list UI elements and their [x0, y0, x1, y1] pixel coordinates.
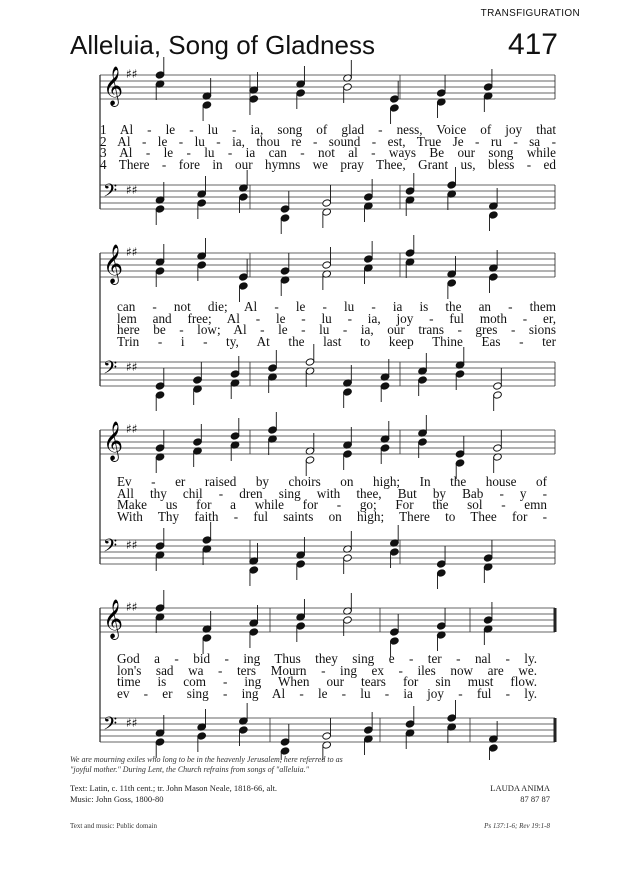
lyrics-system-3: [117, 476, 547, 522]
hymn-number: 417: [507, 28, 558, 61]
notehead: [447, 714, 457, 722]
notehead: [343, 554, 353, 562]
notehead: [343, 83, 353, 91]
section-heading: TRANSFIGURATION: [480, 8, 580, 19]
notehead: [155, 71, 165, 79]
notehead: [155, 391, 165, 399]
notehead: [390, 628, 400, 636]
notehead: [305, 358, 315, 366]
lyric-line: God a - bid - ing Thus they sing e - ter - nal - ly.: [117, 651, 537, 666]
tune-name: LAUDA ANIMA: [490, 783, 550, 793]
notehead: [296, 560, 306, 568]
music-credit: Music: John Goss, 1800-80: [70, 794, 164, 804]
notehead: [155, 542, 165, 550]
scripture-reference: Ps 137:1-6; Rev 19:1-8: [484, 822, 550, 830]
notehead: [455, 450, 465, 458]
lyrics-system-4: [117, 653, 537, 699]
notehead: [155, 382, 165, 390]
copyright-notice: Text and music: Public domain: [70, 822, 157, 830]
lyric-line: Trin - i - ty, At the last to keep Thine Eas - ter: [117, 333, 556, 349]
notehead: [230, 370, 240, 378]
lyric-line: Ev - er raised by choirs on high; In the house of: [117, 474, 547, 489]
notehead: [280, 214, 290, 222]
notehead: [202, 101, 212, 109]
notehead: [390, 95, 400, 103]
key-signature: ♯♯: [126, 422, 138, 436]
notehead: [296, 622, 306, 630]
lyrics-system-1: [100, 124, 556, 170]
bass-clef: 𝄢: [103, 536, 118, 561]
notehead: [280, 738, 290, 746]
footnote-line: We are mourning exiles who long to be in the heavenly Jerusalem, here referred to as: [70, 755, 343, 764]
lyric-line: ev - er sing - ing Al - le - lu - ia joy - ful - ly.: [117, 685, 537, 701]
notehead: [390, 637, 400, 645]
notehead: [493, 382, 503, 390]
lyric-line: here be - low; Al - le - lu - ia, our trans - gres - sions: [117, 322, 556, 337]
notehead: [483, 83, 493, 91]
credits: [70, 783, 277, 805]
tune-meter: 87 87 87: [520, 794, 550, 804]
lyric-line: can - not die; Al - le - lu - ia is the an - them: [117, 299, 556, 314]
notehead: [343, 450, 353, 458]
notehead: [489, 744, 499, 752]
notehead: [322, 199, 332, 207]
lyric-line: time is com - ing When our tears for sin must flow.: [117, 674, 537, 689]
notehead: [455, 370, 465, 378]
bass-clef: 𝄢: [103, 358, 118, 383]
notehead: [380, 444, 390, 452]
notehead: [239, 273, 249, 281]
notehead: [197, 199, 207, 207]
lyric-line: 2 Al - le - lu - ia, thou re - sound - est, True Je - ru - sa -: [100, 133, 556, 149]
notehead: [483, 554, 493, 562]
notehead: [493, 391, 503, 399]
treble-clef: 𝄞: [103, 66, 124, 106]
notehead: [447, 279, 457, 287]
notehead: [390, 104, 400, 112]
bass-clef: 𝄢: [103, 181, 118, 206]
notehead: [418, 376, 428, 384]
notehead: [193, 376, 203, 384]
lyric-line: Make us for a while for - go; For the sol - emn: [117, 497, 547, 512]
lyric-line: lem and free; Al - le - lu - ia, joy - ful moth - er,: [117, 310, 556, 326]
notehead: [296, 89, 306, 97]
notehead: [239, 726, 249, 734]
key-signature: ♯♯: [126, 183, 138, 197]
notehead: [436, 569, 446, 577]
notehead: [155, 444, 165, 452]
notehead: [364, 193, 374, 201]
hymn-title: Alleluia, Song of Gladness: [70, 30, 375, 60]
key-signature: ♯♯: [126, 245, 138, 259]
notehead: [364, 255, 374, 263]
notehead: [305, 456, 315, 464]
footnote-line: "joyful mother." During Lent, the Church refrains from songs of "alleluia.": [70, 765, 309, 774]
notehead: [268, 364, 278, 372]
treble-clef: 𝄞: [103, 421, 124, 461]
notehead: [489, 211, 499, 219]
lyric-line: lon's sad wa - ters Mourn - ing ex - iles now are we.: [117, 662, 537, 678]
notehead: [249, 628, 259, 636]
notehead: [343, 616, 353, 624]
notehead: [239, 282, 249, 290]
notehead: [343, 388, 353, 396]
notehead: [197, 732, 207, 740]
notehead: [280, 747, 290, 755]
tune-info: [490, 783, 550, 805]
notehead: [155, 738, 165, 746]
lyric-line: With Thy faith - ful saints on high; There to Thee for -: [117, 508, 547, 524]
notehead: [364, 726, 374, 734]
notehead: [455, 459, 465, 467]
notehead: [155, 267, 165, 275]
notehead: [268, 426, 278, 434]
notehead: [489, 273, 499, 281]
footnote: [70, 755, 343, 775]
notehead: [436, 622, 446, 630]
treble-clef: 𝄞: [103, 599, 124, 639]
notehead: [418, 438, 428, 446]
notehead: [239, 193, 249, 201]
lyric-line: All thy chil - dren sing with thee, But by Bab - y -: [117, 485, 547, 501]
key-signature: ♯♯: [126, 360, 138, 374]
notehead: [493, 444, 503, 452]
notehead: [390, 548, 400, 556]
key-signature: ♯♯: [126, 600, 138, 614]
notehead: [436, 560, 446, 568]
notehead: [249, 95, 259, 103]
notehead: [380, 382, 390, 390]
notehead: [405, 249, 415, 257]
notehead: [193, 438, 203, 446]
notehead: [483, 616, 493, 624]
notehead: [405, 720, 415, 728]
treble-clef: 𝄞: [103, 244, 124, 284]
lyric-line: 1 Al - le - lu - ia, song of glad - ness, Voice of joy that: [100, 122, 556, 137]
notehead: [280, 267, 290, 275]
notehead: [322, 261, 332, 269]
bass-clef: 𝄢: [103, 714, 118, 739]
key-signature: ♯♯: [126, 67, 138, 81]
notehead: [197, 261, 207, 269]
notehead: [202, 634, 212, 642]
notehead: [202, 536, 212, 544]
lyrics-system-2: [117, 301, 556, 347]
lyric-line: 4 There - fore in our hymns we pray Thee, Grant us, bless - ed: [100, 156, 556, 172]
text-credit: Text: Latin, c. 11th cent.; tr. John Mason Neale, 1818-66, alt.: [70, 783, 278, 793]
notehead: [249, 566, 259, 574]
key-signature: ♯♯: [126, 538, 138, 552]
notehead: [405, 187, 415, 195]
notehead: [436, 89, 446, 97]
notehead: [447, 181, 457, 189]
notehead: [155, 205, 165, 213]
lyric-line: 3 Al - le - lu - ia can - not al - ways Be our song while: [100, 145, 556, 160]
notehead: [155, 604, 165, 612]
notehead: [230, 432, 240, 440]
notehead: [280, 205, 290, 213]
key-signature: ♯♯: [126, 716, 138, 730]
notehead: [322, 732, 332, 740]
